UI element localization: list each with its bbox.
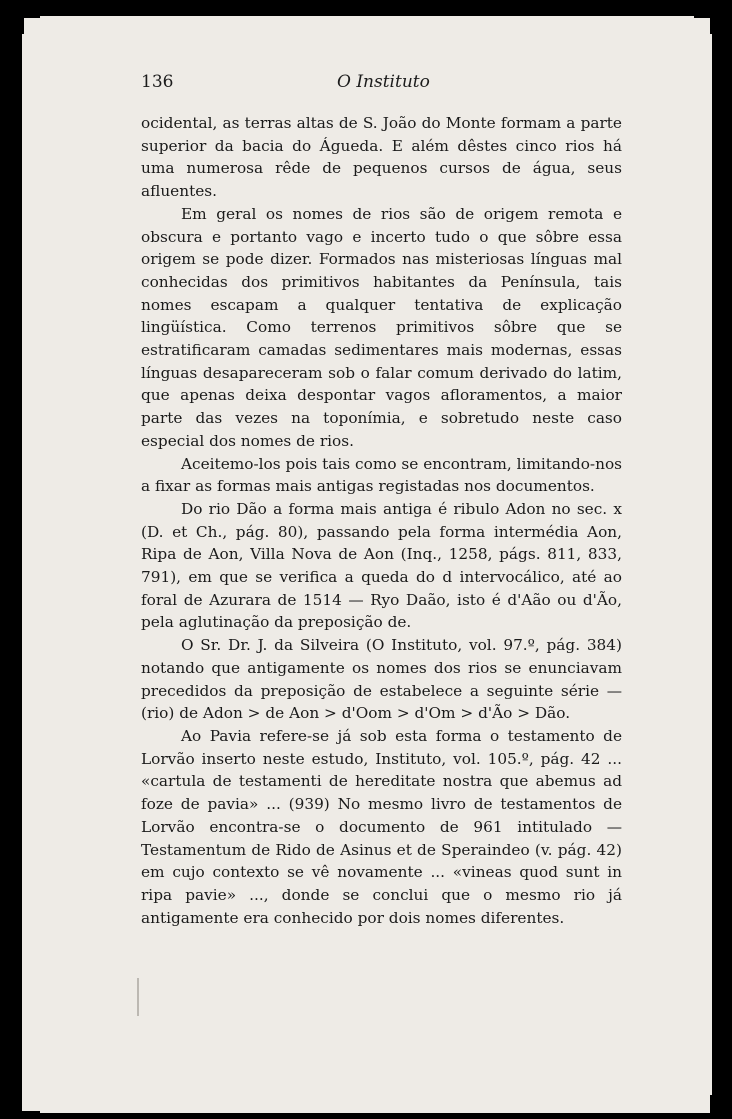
paragraph: Em geral os nomes de rios são de origem remota e obscura e portanto vago e incerto tudo o que sôbre essa origem se pode dizer. Formados nas misteriosas línguas mal conhecidas dos primitivos habitantes da Península, tais nomes escapam a qualquer tentativa de explicação lingüística. Como terrenos primitivos sôbre que se estratificaram camadas sedimentares mais modernas, essas línguas desapareceram sob o falar comum derivado do latim, que apenas deixa despontar vagos afloramentos, a maior parte das vezes na toponímia, e sobretudo neste caso especial dos nomes de rios. [141,204,622,450]
paragraph: O Sr. Dr. J. da Silveira (O Instituto, vol. 97.º, pág. 384) notando que antigamente os nomes dos rios se enunciavam precedidos da preposição de estabelece a seguinte série — (rio) de Adon > de Aon > d'Oom > d'Om > d'Ão > Dão. [141,636,622,723]
paragraph: ocidental, as terras altas de S. João do Monte formam a parte superior da bacia do Águeda. E além dêstes cinco rios há uma numerosa rêde de pequenos cursos de água, seus afluentes. [141,114,622,201]
crop-mark [22,16,24,34]
page-number: 136 [141,72,174,92]
paragraph: Do rio Dão a forma mais antiga é ribulo Adon no sec. x (D. et Ch., pág. 80), passando pela forma intermédia Aon, Ripa de Aon, Villa Nova de Aon (Inq., 1258, págs. 811, 833, 791), em que se verifica a queda do d intervocálico, até ao foral de Azurara de 1514 — Ryo Daão, isto é d'Aão ou d'Ão, pela aglutinação da preposição de. [141,499,622,632]
crop-mark [22,16,40,18]
crop-mark [710,16,712,34]
body-text [141,112,622,929]
paragraph: Aceitemo-los pois tais como se encontram, limitando-nos a fixar as formas mais antigas registadas nos documentos. [141,454,622,496]
paragraph: Ao Pavia refere-se já sob esta forma o testamento de Lorvão inserto neste estudo, Instituto, vol. 105.º, pág. 42 ... «cartula de testamenti de hereditate nostra que abemus ad foze de pavia» ... (939) No mesmo livro de testamentos de Lorvão encontra-se o documento de 961 intitulado — Testamentum de Rido de Asinus et de Speraindeo (v. pág. 42) em cujo contexto se vê novamente ... «vineas quod sunt in ripa pavie» ..., donde se conclui que o mesmo rio já antigamente era conhecido por dois nomes diferentes. [141,726,622,927]
running-title: O Instituto [337,72,430,92]
running-header [141,72,641,102]
crop-mark [710,1095,712,1113]
paper-mark [137,978,139,1016]
crop-mark [22,1111,40,1113]
